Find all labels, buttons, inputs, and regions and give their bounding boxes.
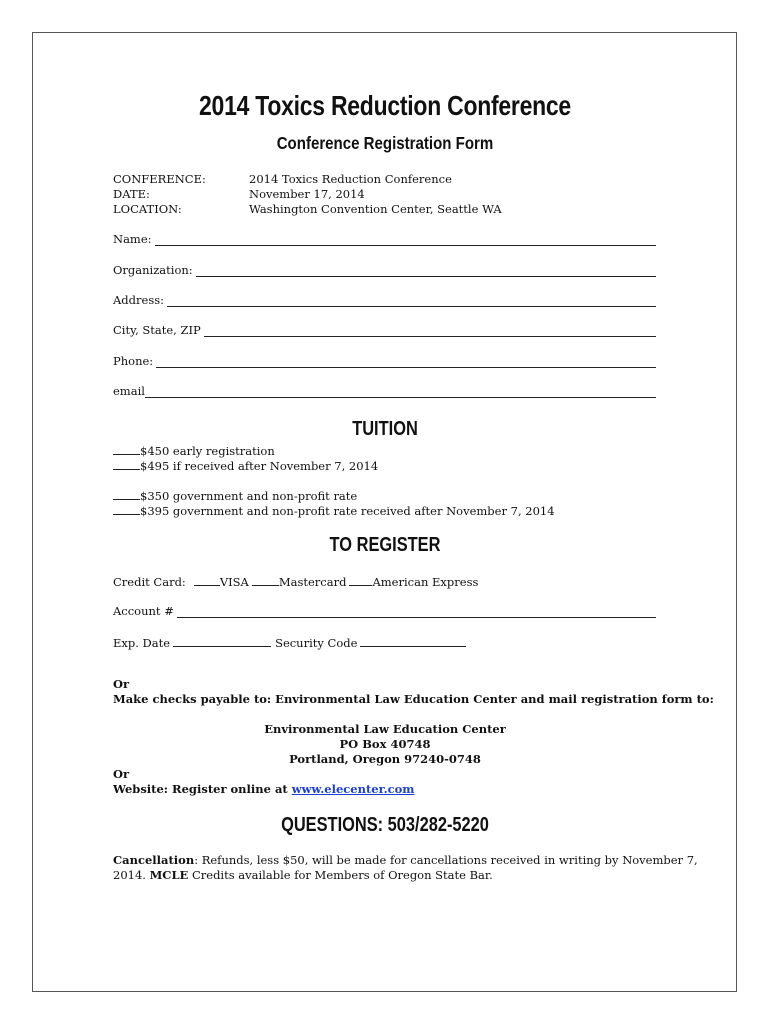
or-text-1: Or (113, 677, 130, 691)
website-line (113, 782, 414, 797)
tuition-option-label: $395 government and non-profit rate received after November 7, 2014 (140, 504, 555, 518)
detail-value-conference: 2014 Toxics Reduction Conference (249, 172, 452, 186)
city-state-zip-field[interactable] (113, 323, 656, 337)
organization-field[interactable] (113, 263, 656, 277)
email-blank[interactable] (145, 386, 656, 398)
tuition-option-label: $495 if received after November 7, 2014 (140, 459, 379, 473)
security-code-label: Security Code (275, 636, 358, 650)
city-state-zip-blank[interactable] (204, 325, 656, 337)
organization-blank[interactable] (196, 265, 656, 277)
mcle-text: Credits available for Members of Oregon State Bar. (188, 868, 493, 882)
questions-heading: QUESTIONS: 503/282-5220 (281, 814, 489, 836)
address-field[interactable] (113, 293, 656, 307)
exp-date-blank[interactable] (173, 635, 271, 647)
detail-label-conference: CONFERENCE: (113, 172, 206, 186)
tuition-option[interactable] (113, 488, 357, 504)
detail-label-location: LOCATION: (113, 202, 182, 216)
security-code-blank[interactable] (360, 635, 466, 647)
tuition-option[interactable] (113, 443, 275, 459)
website-link[interactable]: www.elecenter.com (291, 782, 415, 796)
name-blank[interactable] (155, 234, 656, 246)
mcle-label: MCLE (149, 868, 189, 882)
account-number-field[interactable] (113, 604, 656, 618)
or-text-2: Or (113, 767, 130, 781)
tuition-checkbox-blank[interactable] (113, 503, 140, 515)
email-label: email (113, 384, 145, 398)
detail-value-date: November 17, 2014 (249, 187, 365, 201)
amex-label: American Express (372, 575, 479, 589)
account-label: Account # (113, 604, 174, 618)
check-instruction: Make checks payable to: Environmental Law Education Center and mail registration form to: (113, 692, 714, 706)
exp-security-row (113, 635, 466, 651)
exp-date-label: Exp. Date (113, 636, 171, 650)
tuition-option[interactable] (113, 503, 555, 519)
visa-label: VISA (219, 575, 249, 589)
cancellation-text: : Refunds, less $50, will be made for cancellations received in writing by November 7, (194, 853, 698, 867)
mail-address-line1: Environmental Law Education Center (264, 722, 506, 736)
tuition-checkbox-blank[interactable] (113, 443, 140, 455)
phone-field[interactable] (113, 354, 656, 368)
cancellation-line (113, 853, 698, 868)
detail-label-date: DATE: (113, 187, 150, 201)
name-field[interactable] (113, 232, 656, 246)
account-blank[interactable] (177, 606, 656, 618)
visa-blank[interactable] (194, 574, 220, 586)
tuition-checkbox-blank[interactable] (113, 458, 140, 470)
address-blank[interactable] (167, 295, 656, 307)
organization-label: Organization: (113, 263, 193, 277)
cancellation-label: Cancellation (113, 853, 195, 867)
page-title: 2014 Toxics Reduction Conference (199, 90, 571, 121)
email-field[interactable] (113, 384, 656, 398)
address-label: Address: (113, 293, 165, 307)
tuition-checkbox-blank[interactable] (113, 488, 140, 500)
phone-blank[interactable] (156, 356, 656, 368)
mail-address-line3: Portland, Oregon 97240-0748 (289, 752, 481, 766)
amex-blank[interactable] (349, 574, 372, 586)
mastercard-label: Mastercard (278, 575, 347, 589)
tuition-option[interactable] (113, 458, 378, 474)
mcle-prefix: 2014. (113, 868, 150, 882)
detail-value-location: Washington Convention Center, Seattle WA (249, 202, 502, 216)
city-state-zip-label: City, State, ZIP (113, 323, 201, 337)
name-label: Name: (113, 232, 152, 246)
credit-card-label: Credit Card: (113, 575, 186, 589)
credit-card-row (113, 574, 478, 590)
mcle-line (113, 868, 493, 883)
register-heading: TO REGISTER (329, 534, 441, 556)
phone-label: Phone: (113, 354, 154, 368)
mastercard-blank[interactable] (252, 574, 279, 586)
tuition-option-label: $350 government and non-profit rate (140, 489, 358, 503)
tuition-heading: TUITION (352, 418, 418, 440)
mail-address-line2: PO Box 40748 (339, 737, 431, 751)
website-label: Website: Register online at (113, 782, 292, 796)
tuition-option-label: $450 early registration (140, 444, 275, 458)
page-subtitle: Conference Registration Form (276, 133, 494, 153)
